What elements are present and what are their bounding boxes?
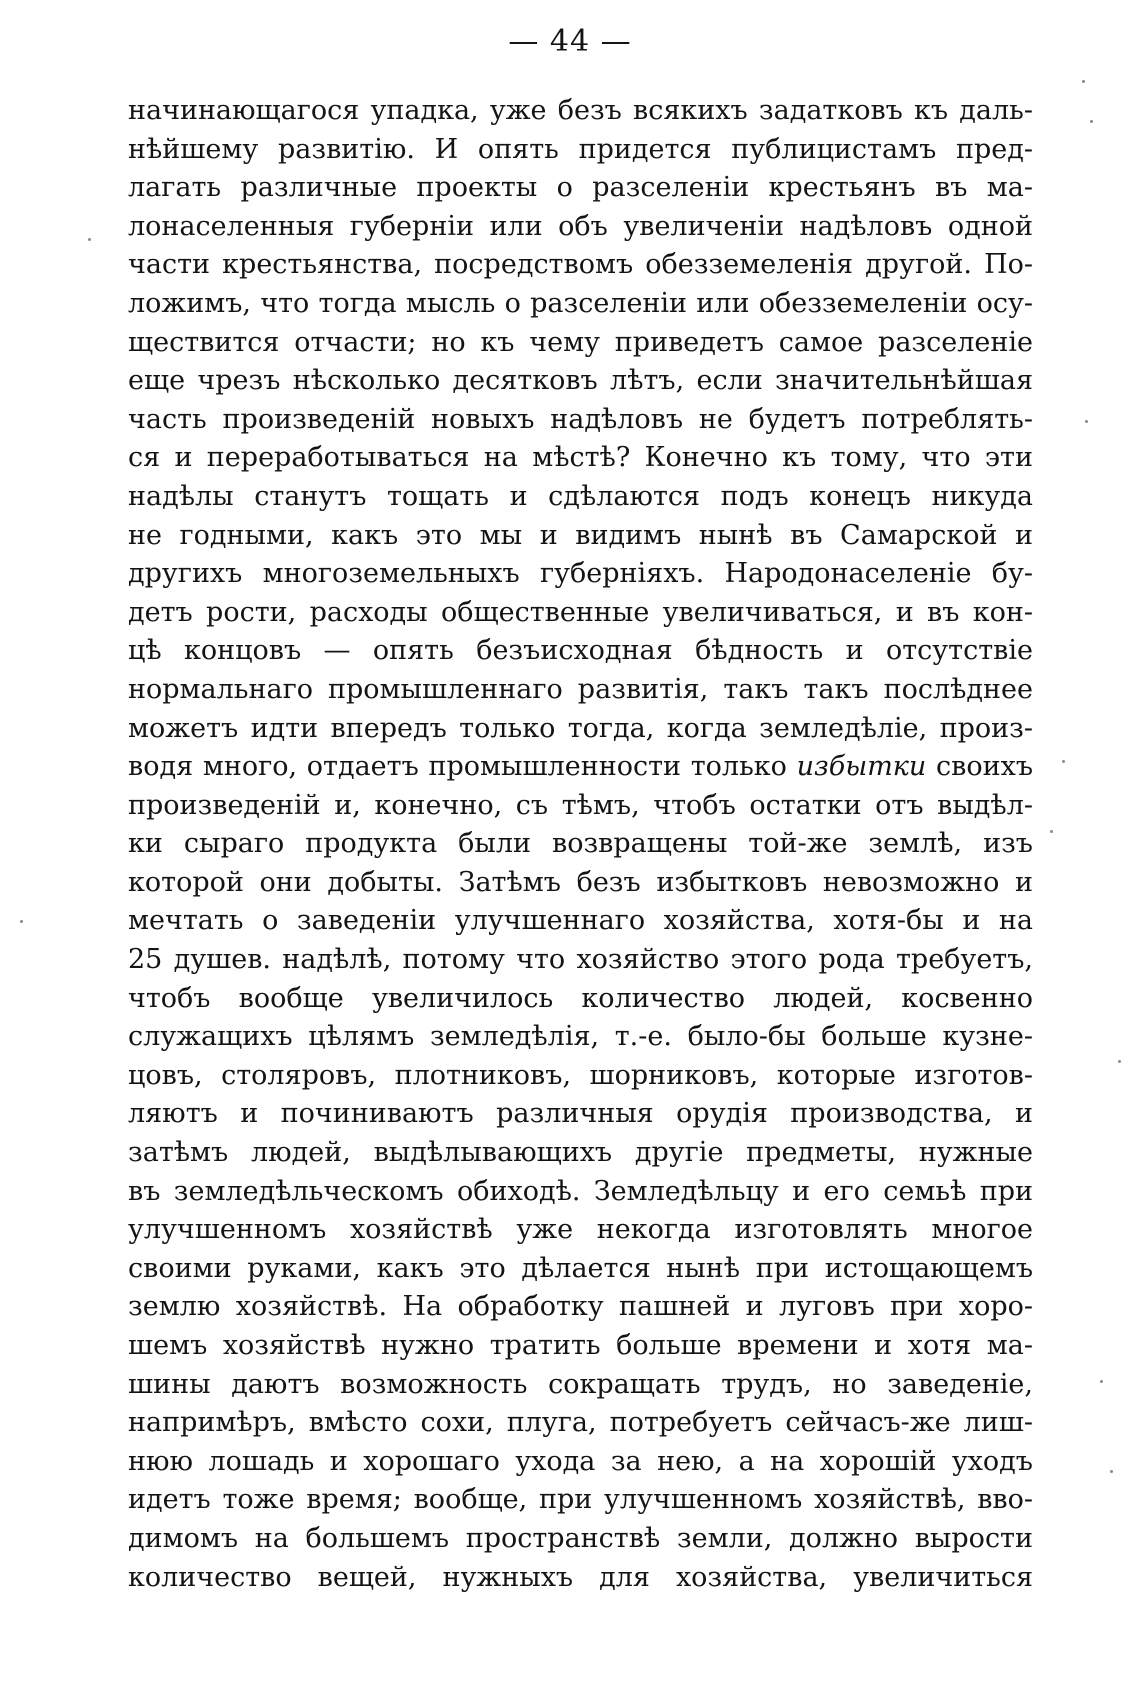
text-line: ляютъ и починиваютъ различныя орудія производства, и (128, 1098, 1033, 1130)
text-line: количество вещей, нужныхъ для хозяйства, увеличиться (128, 1561, 1033, 1593)
text-line: ложимъ, что тогда мысль о разселеніи или обезземеленіи осу- (128, 287, 1033, 319)
text-line: землю хозяйствѣ. На обработку пашней и луговъ при хоро- (128, 1291, 1033, 1323)
text-line: идетъ тоже время; вообще, при улучшенномъ хозяйствѣ, вво- (128, 1484, 1033, 1516)
text-line: въ земледѣльческомъ обиходѣ. Земледѣльцу и его семьѣ при (128, 1175, 1033, 1207)
text-line: еще чрезъ нѣсколько десятковъ лѣтъ, если значительнѣйшая (128, 365, 1033, 397)
text-line: служащихъ цѣлямъ земледѣлія, т.-е. было-бы больше кузне- (128, 1021, 1033, 1053)
text-line: произведеній и, конечно, съ тѣмъ, чтобъ остатки отъ выдѣл- (128, 789, 1033, 821)
body-text (128, 92, 1033, 1597)
text-line: 25 душев. надѣлѣ, потому что хозяйство этого рода требуетъ, (128, 944, 1033, 976)
text-line: можетъ идти впередъ только тогда, когда земледѣліе, произ- (128, 712, 1033, 744)
text-line: ки сыраго продукта были возвращены той-же землѣ, изъ (128, 828, 1033, 860)
text-line: затѣмъ людей, выдѣлывающихъ другіе предметы, нужные (128, 1137, 1033, 1169)
text-line: нѣйшему развитію. И опять придется публицистамъ пред- (128, 133, 1033, 165)
scan-speck (1118, 1060, 1121, 1063)
scan-speck (20, 920, 23, 923)
text-line: лонаселенныя губерніи или объ увеличеніи надѣловъ одной (128, 210, 1033, 242)
text-segment: водя много, отдаетъ промышленности только (128, 751, 797, 783)
text-line: не годными, какъ это мы и видимъ нынѣ въ Самарской и (128, 519, 1033, 551)
scan-speck (1100, 1380, 1103, 1383)
text-line: своими руками, какъ это дѣлается нынѣ при истощающемъ (128, 1252, 1033, 1284)
text-line: цѣ концовъ — опять безъисходная бѣдность и отсутствіе (128, 635, 1033, 667)
scan-speck (1110, 1470, 1113, 1473)
scan-speck (1082, 80, 1085, 83)
text-line: мечтать о заведеніи улучшеннаго хозяйства, хотя-бы и на (128, 905, 1033, 937)
scan-speck (1062, 760, 1065, 763)
text-line: которой они добыты. Затѣмъ безъ избытковъ невозможно и (128, 866, 1033, 898)
text-segment: своихъ (926, 751, 1033, 783)
emphasized-word: избытки (796, 751, 927, 783)
scan-speck (88, 238, 91, 241)
text-line: часть произведеній новыхъ надѣловъ не будетъ потреблять- (128, 403, 1033, 435)
text-line: чтобъ вообще увеличилось количество людей, косвенно (128, 982, 1033, 1014)
scan-speck (1085, 420, 1088, 423)
scan-speck (1050, 830, 1053, 833)
text-line: другихъ многоземельныхъ губерніяхъ. Народонаселеніе бу- (128, 558, 1033, 590)
text-line: улучшенномъ хозяйствѣ уже некогда изготовлять многое (128, 1214, 1033, 1246)
text-line: детъ рости, расходы общественные увеличиваться, и въ кон- (128, 596, 1033, 628)
text-line: ся и переработываться на мѣстѣ? Конечно къ тому, что эти (128, 442, 1033, 474)
page-number: — 44 — (508, 24, 632, 59)
scan-speck (1090, 120, 1093, 123)
text-line: начинающагося упадка, уже безъ всякихъ задатковъ къ даль- (128, 95, 1033, 126)
text-line: части крестьянства, посредствомъ обезземеленія другой. По- (128, 249, 1033, 281)
text-line: шины даютъ возможность сокращать трудъ, но заведеніе, (128, 1368, 1033, 1400)
text-line: напримѣръ, вмѣсто сохи, плуга, потребуетъ сейчасъ-же лиш- (128, 1407, 1033, 1439)
text-line: лагать различные проекты о разселеніи крестьянъ въ ма- (128, 172, 1033, 204)
text-line-with-emphasis (128, 748, 1033, 787)
text-line: ществится отчасти; но къ чему приведетъ самое разселеніе (128, 326, 1033, 358)
text-line: шемъ хозяйствѣ нужно тратить больше времени и хотя ма- (128, 1330, 1033, 1361)
text-line: нормальнаго промышленнаго развитія, такъ такъ послѣднее (128, 673, 1033, 705)
text-line: цовъ, столяровъ, плотниковъ, шорниковъ, которые изготов- (128, 1059, 1033, 1091)
text-line: нюю лошадь и хорошаго ухода за нею, а на хорошій уходъ (128, 1445, 1033, 1477)
text-line: надѣлы станутъ тощать и сдѣлаются подъ конецъ никуда (128, 480, 1033, 512)
text-line: димомъ на большемъ пространствѣ земли, должно вырости (128, 1522, 1033, 1554)
